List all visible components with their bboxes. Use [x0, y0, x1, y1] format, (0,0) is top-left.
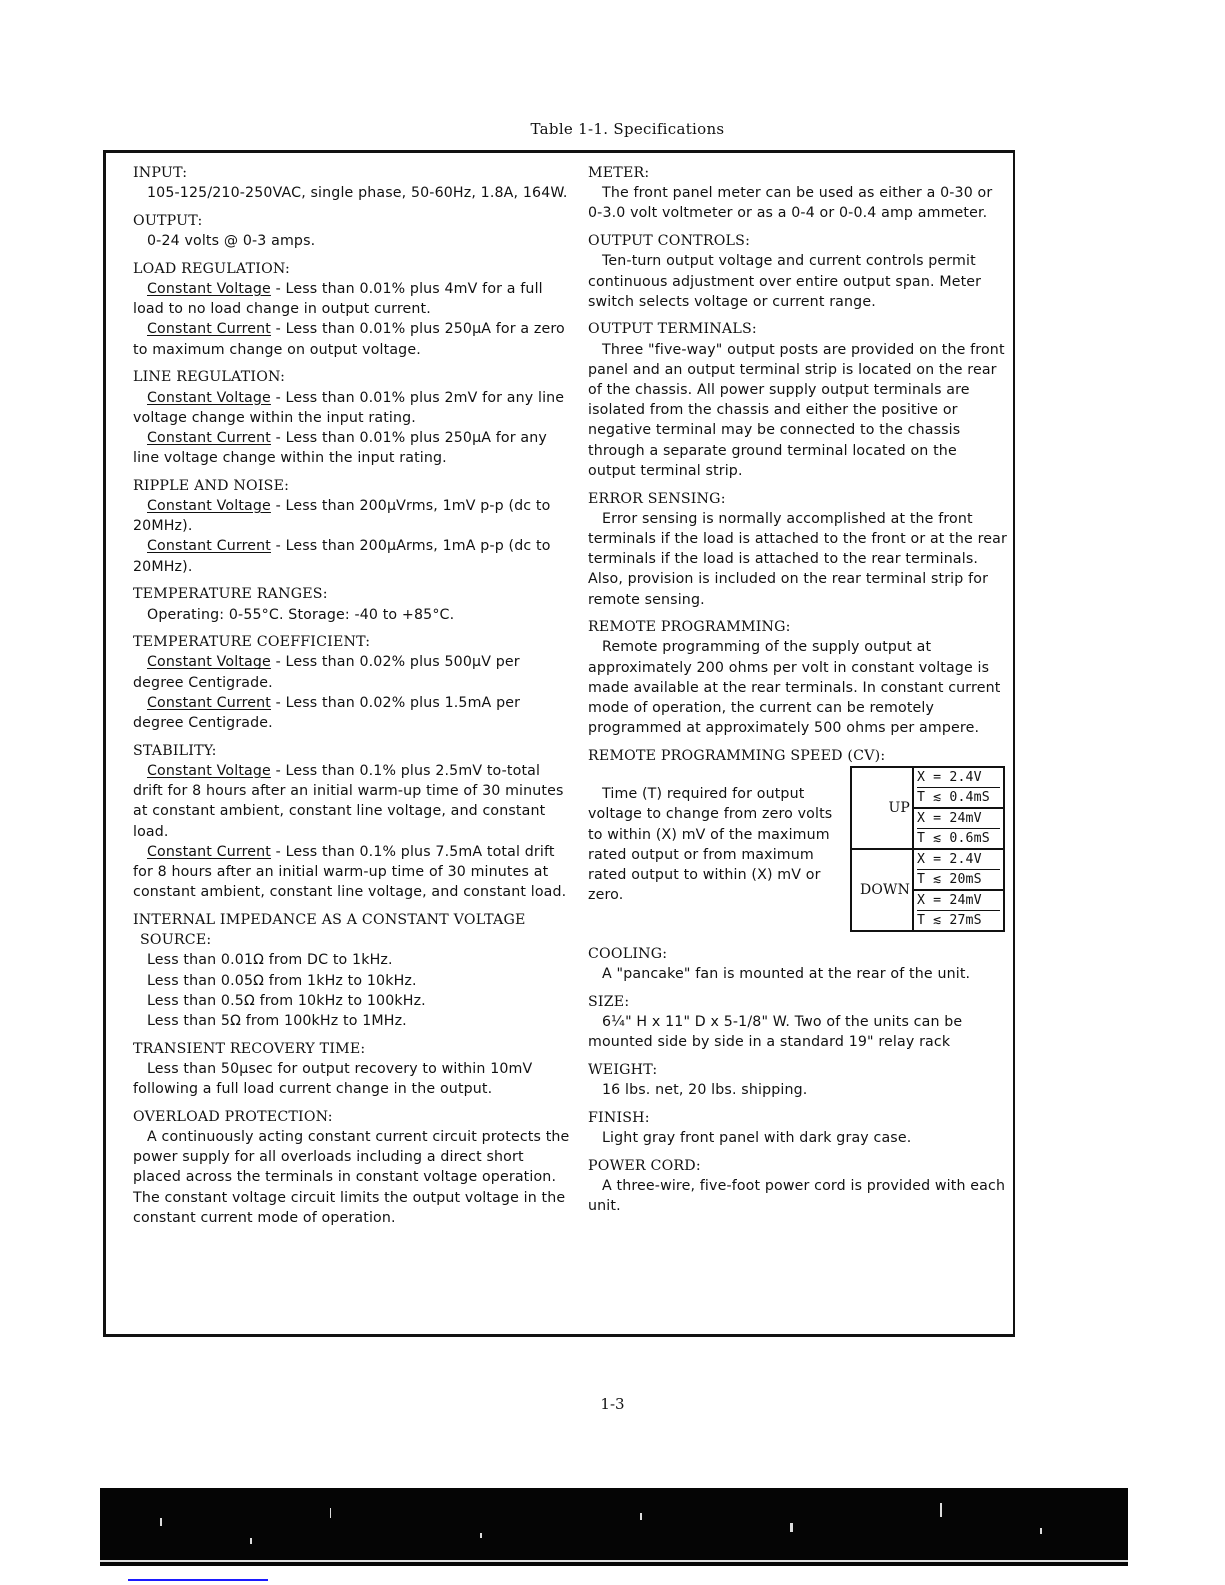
section-heading: TEMPERATURE RANGES: — [133, 586, 328, 603]
spec-transient-recovery — [133, 1039, 573, 1100]
cv-label: Constant Voltage — [147, 654, 271, 671]
cc-text: - Less than 0.1% plus 7.5mA total drift for 8 hours after an initial warm-up time of 30 minutes at constant ambient, constant line voltage, and constant load. — [133, 843, 567, 901]
spec-weight — [588, 1060, 1008, 1100]
spec-overload-protection — [133, 1107, 573, 1228]
section-text: A three-wire, five-foot power cord is provided with each unit. — [588, 1177, 1006, 1214]
section-heading: REMOTE PROGRAMMING SPEED (CV): — [588, 747, 886, 764]
cc-entry — [133, 693, 573, 733]
spec-remote-programming — [588, 617, 1008, 738]
link-underline[interactable] — [128, 1579, 268, 1581]
spec-cooling — [588, 944, 1008, 984]
section-text: 0-24 volts @ 0-3 amps. — [147, 233, 316, 250]
x-value: X = 24mV — [917, 811, 982, 827]
spec-ripple-noise — [133, 476, 573, 577]
cc-label: Constant Current — [147, 429, 271, 446]
left-column — [133, 163, 573, 1235]
cc-text: - Less than 0.02% plus 1.5mA per degree Centigrade. — [133, 694, 521, 732]
spec-stability — [133, 741, 573, 903]
impedance-line: Less than 0.05Ω from 1kHz to 10kHz. — [147, 972, 417, 989]
x-value: X = 2.4V — [917, 852, 982, 868]
spec-remote-programming-speed — [588, 746, 1008, 936]
cc-entry — [133, 428, 573, 468]
spec-error-sensing — [588, 489, 1008, 610]
section-heading: ERROR SENSING: — [588, 490, 726, 507]
section-text: 6¼" H x 11" D x 5-1/8" W. Two of the units can be mounted side by side in a standard 19" relay rack — [588, 1013, 963, 1050]
section-text: Less than 50µsec for output recovery to within 10mV following a full load current change in the output. — [133, 1060, 533, 1098]
down-label: DOWN — [851, 849, 913, 931]
spec-temperature-coefficient — [133, 632, 573, 733]
cv-entry — [133, 761, 573, 842]
cc-label: Constant Current — [147, 843, 271, 860]
spec-power-cord — [588, 1156, 1008, 1217]
cc-entry — [133, 536, 573, 576]
impedance-line: Less than 0.01Ω from DC to 1kHz. — [147, 952, 393, 969]
speed-cell — [913, 808, 1004, 849]
speed-cell — [913, 767, 1004, 808]
section-heading: INPUT: — [133, 165, 188, 181]
spec-internal-impedance — [133, 910, 573, 1031]
cv-label: Constant Voltage — [147, 389, 271, 406]
cv-entry — [133, 496, 573, 536]
cv-text: - Less than 200µVrms, 1mV p-p (dc to 20MHz). — [133, 498, 551, 535]
page-number: 1-3 — [600, 1395, 625, 1413]
scan-artifact-band — [100, 1488, 1128, 1566]
t-value: T ≲ 20mS — [917, 869, 1000, 889]
section-text: Error sensing is normally accomplished at the front terminals if the load is attached to the front or at the rear terminals if the load is attached to the rear terminals. Also, provision is included on the rear terminal strip for remote sensing. — [588, 510, 1007, 608]
cc-label: Constant Current — [147, 694, 271, 711]
section-text: Light gray front panel with dark gray case. — [602, 1129, 912, 1146]
section-text: Remote programming of the supply output at approximately 200 ohms per volt in constant voltage is made available at the rear terminals. In constant current mode of operation, the current can be remotely programmed at approximately 500 ohms per ampere. — [588, 639, 1001, 737]
section-text: Time (T) required for output voltage to change from zero volts to within (X) mV of the maximum rated output or from maximum rated output to within (X) mV or zero. — [588, 786, 833, 904]
cv-label: Constant Voltage — [147, 762, 271, 779]
section-text: Operating: 0-55°C. Storage: -40 to +85°C. — [147, 606, 455, 623]
cc-text: - Less than 0.01% plus 250µA for any line voltage change within the input rating. — [133, 429, 547, 467]
t-value: T ≲ 0.6mS — [917, 828, 1000, 848]
section-heading: STABILITY: — [133, 742, 217, 759]
section-heading-cont: SOURCE: — [140, 932, 212, 949]
x-value: X = 2.4V — [917, 770, 982, 786]
section-text: Ten-turn output voltage and current controls permit continuous adjustment over entire output span. Meter switch selects voltage or current range. — [588, 253, 982, 310]
section-heading: FINISH: — [588, 1109, 650, 1126]
programming-speed-table — [850, 766, 1005, 932]
speed-cell — [913, 849, 1004, 890]
spec-finish — [588, 1108, 1008, 1148]
spec-temperature-ranges — [133, 584, 573, 624]
up-label: UP — [851, 767, 913, 849]
cc-entry — [133, 319, 573, 359]
cv-entry — [133, 388, 573, 428]
cv-label: Constant Voltage — [147, 498, 271, 515]
section-heading: LOAD REGULATION: — [133, 260, 290, 277]
section-heading: OUTPUT: — [133, 212, 203, 229]
cv-text: - Less than 0.1% plus 2.5mV to-total drift for 8 hours after an initial warm-up time of 30 minutes at constant ambient, constant line voltage, and constant load. — [133, 762, 564, 840]
cc-text: - Less than 0.01% plus 250µA for a zero to maximum change on output voltage. — [133, 321, 565, 358]
section-heading: LINE REGULATION: — [133, 369, 286, 386]
cv-text: - Less than 0.02% plus 500µV per degree Centigrade. — [133, 654, 520, 691]
section-heading: COOLING: — [588, 945, 668, 962]
spec-load-regulation — [133, 259, 573, 360]
section-heading: SIZE: — [588, 993, 630, 1010]
section-heading: REMOTE PROGRAMMING: — [588, 619, 791, 636]
section-text: 16 lbs. net, 20 lbs. shipping. — [602, 1081, 808, 1098]
spec-input — [133, 163, 573, 203]
cc-text: - Less than 200µArms, 1mA p-p (dc to 20MHz). — [133, 538, 551, 575]
speed-block — [588, 766, 1008, 936]
spec-output-terminals — [588, 319, 1008, 481]
t-value: T ≲ 0.4mS — [917, 787, 1000, 807]
specifications-table — [103, 150, 1015, 1337]
section-text: Three "five-way" output posts are provided on the front panel and an output terminal strip is located on the rear of the chassis. All power supply output terminals are isolated from the chassis and either the positive or negative terminal may be connected to the chassis through a separate ground terminal located on the output terminal strip. — [588, 341, 1005, 479]
section-heading: INTERNAL IMPEDANCE AS A CONSTANT VOLTAGE — [133, 911, 526, 928]
t-value: T ≲ 27mS — [917, 910, 1000, 930]
impedance-line: Less than 0.5Ω from 10kHz to 100kHz. — [147, 992, 426, 1009]
cv-text: - Less than 0.01% plus 2mV for any line voltage change within the input rating. — [133, 389, 565, 426]
spec-meter — [588, 163, 1008, 224]
section-text: A "pancake" fan is mounted at the rear of the unit. — [602, 965, 971, 982]
cc-entry — [133, 842, 573, 903]
section-heading: RIPPLE AND NOISE: — [133, 477, 290, 494]
spec-output-controls — [588, 231, 1008, 312]
cv-text: - Less than 0.01% plus 4mV for a full load to no load change in output current. — [133, 281, 543, 318]
section-heading: WEIGHT: — [588, 1061, 658, 1078]
page-title: Table 1-1. Specifications — [530, 120, 725, 138]
spec-size — [588, 992, 1008, 1053]
section-text: A continuously acting constant current circuit protects the power supply for all overloads including a direct short placed across the terminals in constant voltage operation. The constant voltage circuit limits the output voltage in the constant current mode of operation. — [133, 1128, 570, 1226]
cv-entry — [133, 279, 573, 319]
cv-label: Constant Voltage — [147, 281, 271, 298]
section-text: The front panel meter can be used as either a 0-30 or 0-3.0 volt voltmeter or as a 0-4 or 0-0.4 amp ammeter. — [588, 185, 993, 222]
spec-line-regulation — [133, 367, 573, 468]
section-heading: TEMPERATURE COEFFICIENT: — [133, 634, 371, 651]
right-column — [588, 163, 1008, 1224]
spec-output — [133, 211, 573, 251]
section-heading: OUTPUT CONTROLS: — [588, 233, 751, 250]
cc-label: Constant Current — [147, 321, 271, 338]
cv-entry — [133, 652, 573, 692]
cc-label: Constant Current — [147, 538, 271, 555]
speed-cell — [913, 890, 1004, 931]
section-heading: TRANSIENT RECOVERY TIME: — [133, 1040, 366, 1057]
section-heading: OVERLOAD PROTECTION: — [133, 1108, 333, 1125]
x-value: X = 24mV — [917, 893, 982, 909]
impedance-line: Less than 5Ω from 100kHz to 1MHz. — [147, 1012, 407, 1029]
section-heading: METER: — [588, 165, 650, 181]
section-text: 105-125/210-250VAC, single phase, 50-60Hz, 1.8A, 164W. — [147, 185, 568, 202]
section-heading: OUTPUT TERMINALS: — [588, 321, 757, 338]
section-heading: POWER CORD: — [588, 1157, 701, 1174]
